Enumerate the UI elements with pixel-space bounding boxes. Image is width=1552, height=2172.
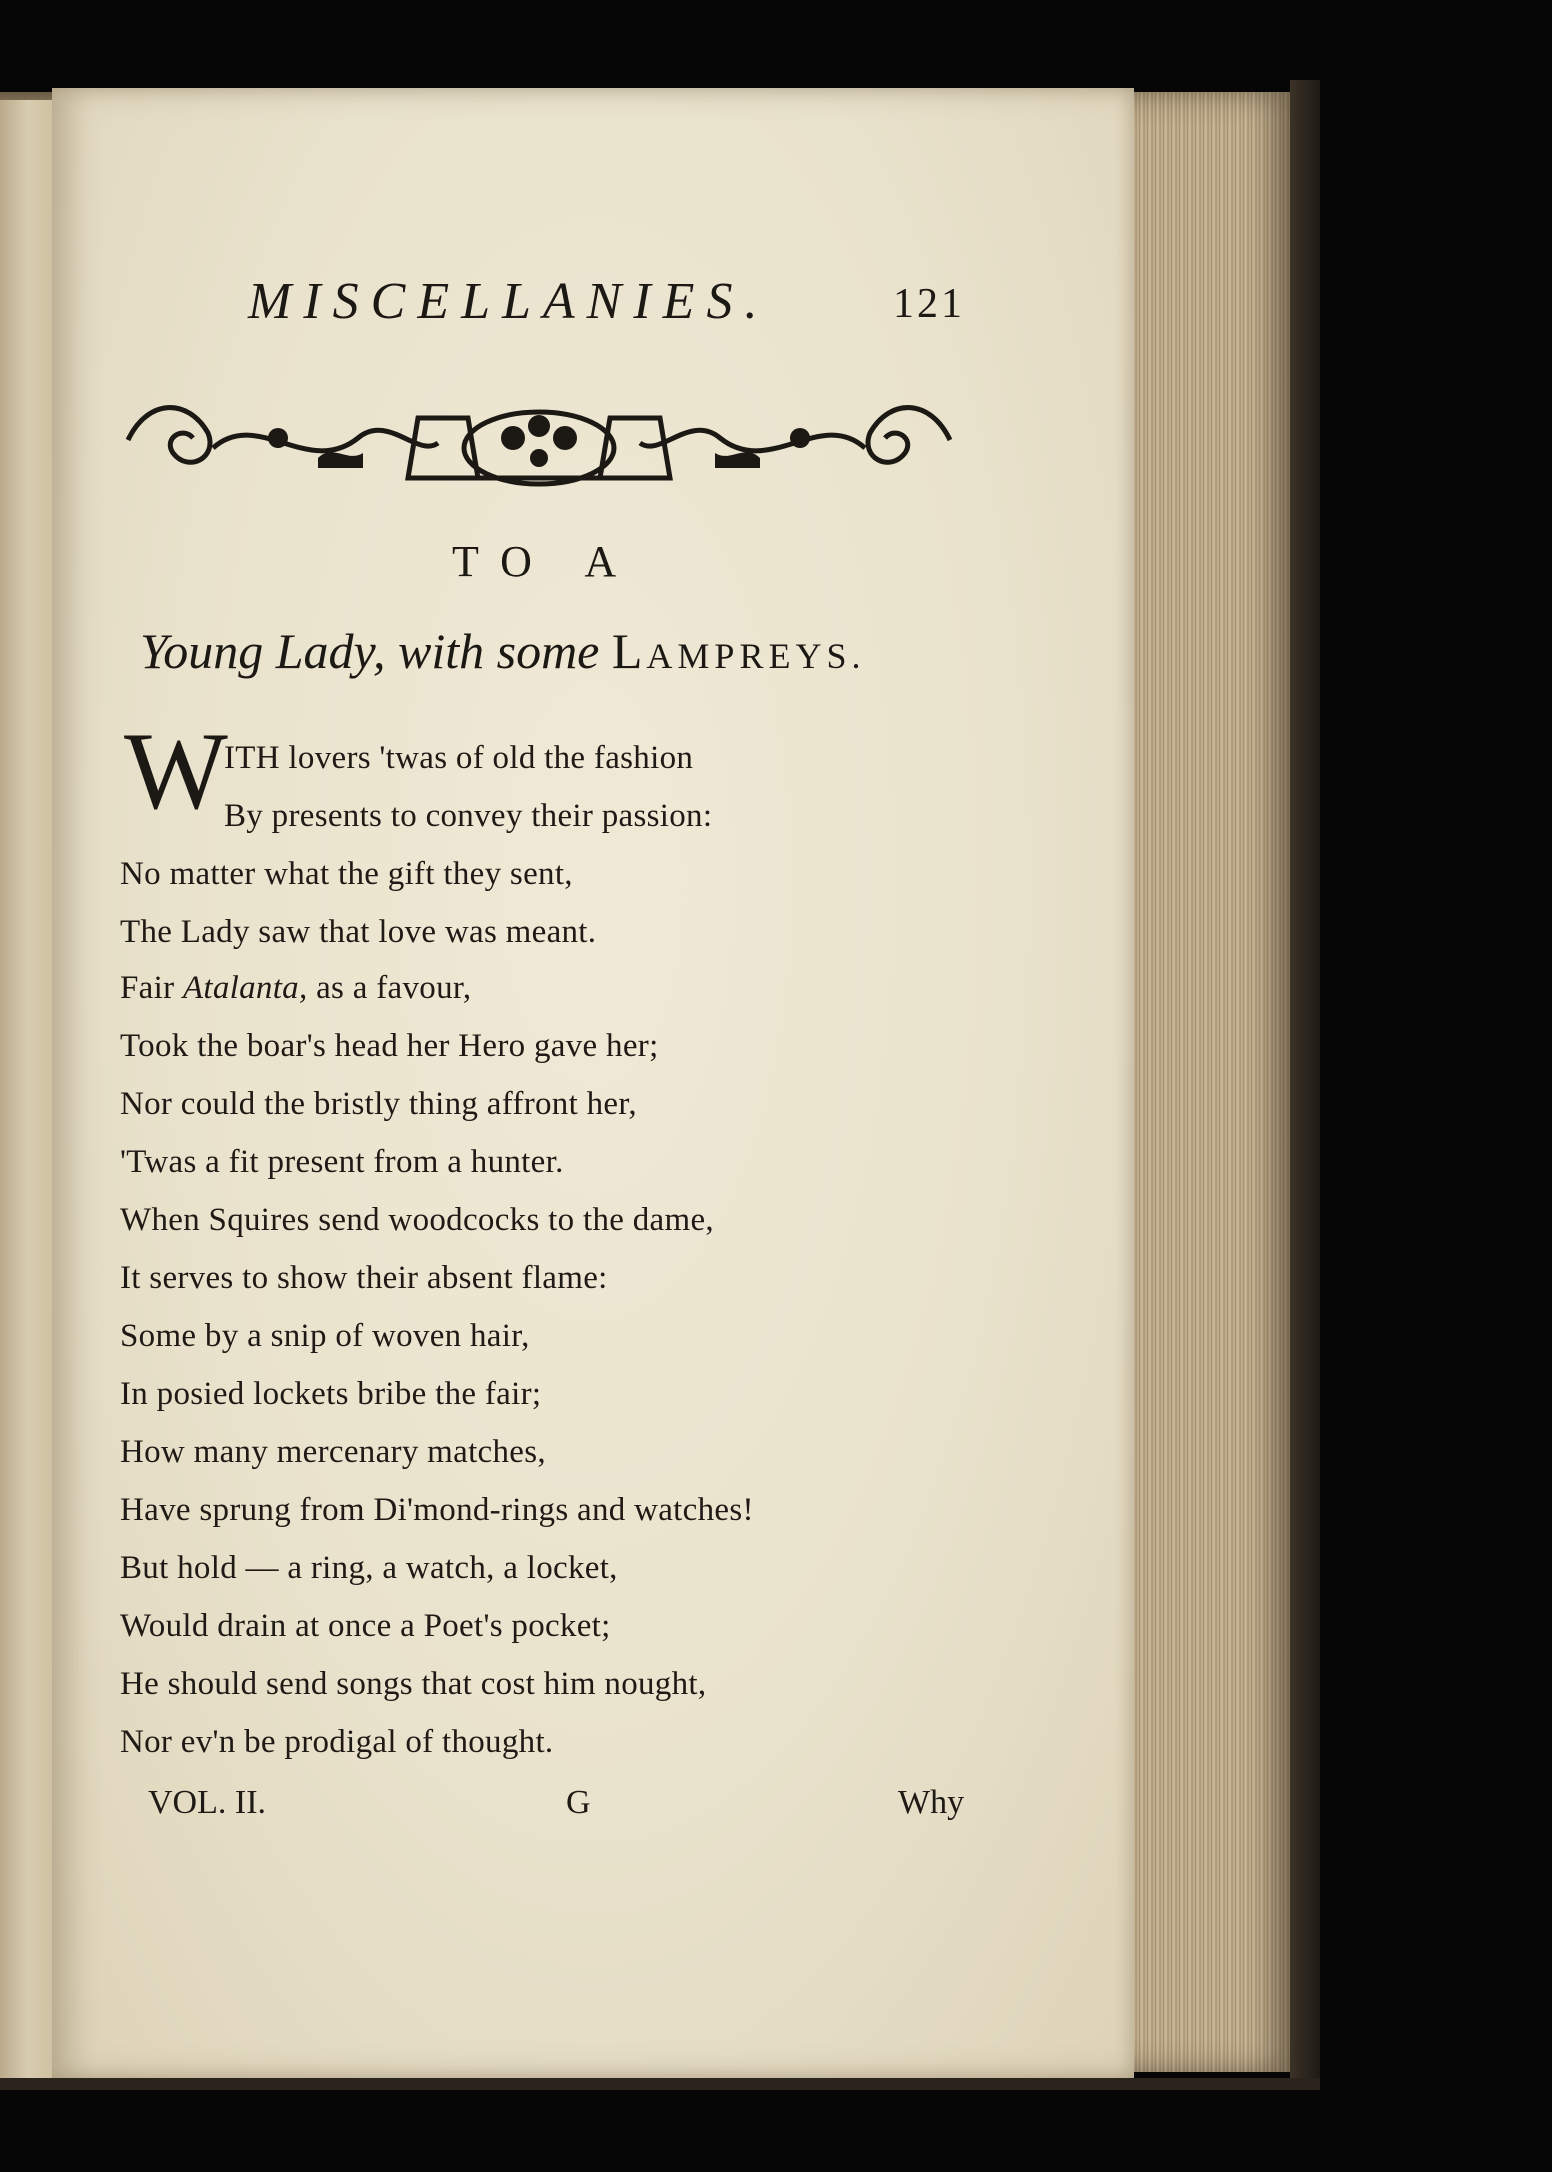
running-title: MISCELLANIES. (248, 273, 770, 330)
poem-subtitle (140, 622, 865, 680)
poem-line-12: In posied lockets bribe the fair; (120, 1376, 542, 1412)
poem-line-16: Would drain at once a Poet's pocket; (120, 1608, 611, 1644)
poem-line-9: When Squires send woodcocks to the dame, (120, 1202, 714, 1238)
poem-line-8: 'Twas a fit present from a hunter. (120, 1144, 564, 1180)
ornament-headpiece (118, 388, 960, 492)
line5-name: Atalanta, (182, 970, 308, 1006)
line5-rest: as a favour, (316, 970, 472, 1006)
subtitle-young-lady: Young Lady, (140, 623, 386, 679)
poem-line-3: No matter what the gift they sent, (120, 856, 573, 892)
poem-line-14: Have sprung from Di'mond-rings and watches! (120, 1492, 754, 1528)
volume-signature: VOL. II. (148, 1784, 267, 1821)
poem-line-11: Some by a snip of woven hair, (120, 1318, 530, 1354)
poem-title: TO A (452, 537, 639, 586)
catchword: Why (898, 1784, 965, 1821)
poem-line-13: How many mercenary matches, (120, 1434, 546, 1470)
book-page (52, 88, 1134, 2078)
poem-line-5 (120, 970, 471, 1007)
bottom-edge-shadow (0, 2078, 1320, 2090)
poem-line-7: Nor could the bristly thing affront her, (120, 1086, 637, 1122)
book-cover-edge (1290, 80, 1320, 2080)
poem-line-18: Nor ev'n be prodigal of thought. (120, 1724, 554, 1760)
poem-line-1: ITH lovers 'twas of old the fashion (224, 740, 694, 776)
subtitle-with: with (397, 623, 485, 679)
line5-prefix: Fair (120, 970, 175, 1006)
poem-line-4: The Lady saw that love was meant. (120, 914, 597, 950)
poem-line-15: But hold — a ring, a watch, a locket, (120, 1550, 618, 1586)
poem-line-17: He should send songs that cost him nought, (120, 1666, 707, 1702)
gathering-signature: G (566, 1784, 591, 1821)
drop-cap: W (124, 710, 228, 832)
subtitle-lampreys-initial: L (611, 623, 647, 679)
subtitle-some: some (496, 623, 600, 679)
subtitle-lampreys-rest: AMPREYS. (646, 636, 866, 676)
poem-line-10: It serves to show their absent flame: (120, 1260, 608, 1296)
poem-line-6: Took the boar's head her Hero gave her; (120, 1028, 659, 1064)
page-number: 121 (893, 281, 965, 327)
poem-line-2: By presents to convey their passion: (224, 798, 713, 834)
